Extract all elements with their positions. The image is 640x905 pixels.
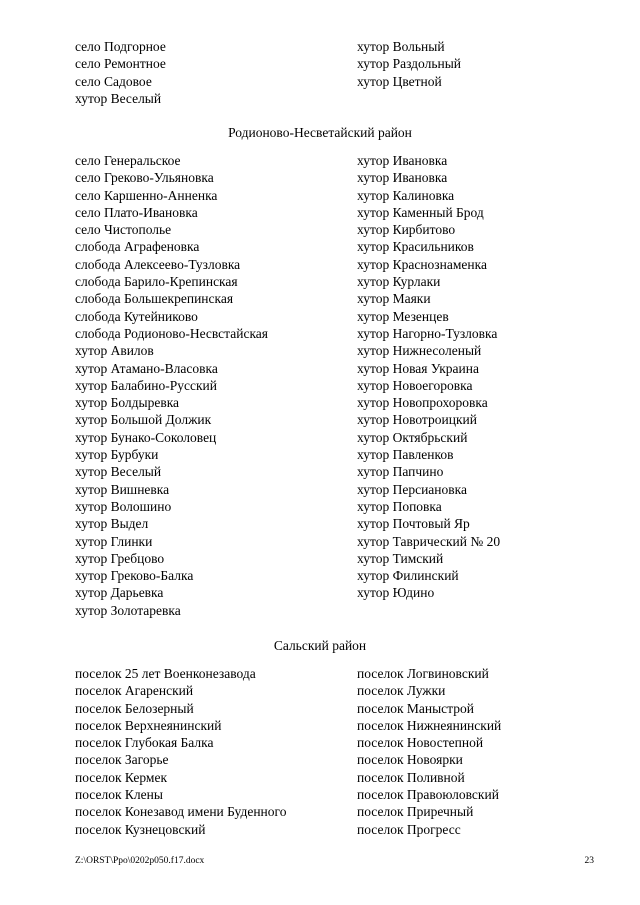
- list-item: село Чистополье: [75, 222, 172, 238]
- list-item: хутор Гребцово: [75, 550, 165, 566]
- list-item: хутор Большой Должик: [75, 412, 212, 428]
- list-item: хутор Новая Украина: [357, 360, 479, 376]
- left-column: [75, 38, 345, 107]
- list-item: хутор Персиановка: [357, 481, 467, 497]
- list-item: поселок Кузнецовский: [75, 821, 206, 837]
- list-item: хутор Филинский: [357, 568, 459, 584]
- list-item: поселок Лужки: [357, 683, 446, 699]
- list-item: поселок Конезавод имени Буденного: [75, 804, 287, 820]
- right-column: [357, 665, 607, 838]
- list-item: село Плато-Ивановка: [75, 204, 198, 220]
- list-item: хутор Почтовый Яр: [357, 516, 470, 532]
- list-item: хутор Ивановка: [357, 153, 448, 168]
- list-item: хутор Вольный: [357, 39, 445, 54]
- list-item: поселок Новостепной: [357, 735, 484, 751]
- list-item: хутор Цветной: [357, 73, 442, 89]
- list-item: село Генеральское: [75, 153, 181, 168]
- list-item: хутор Тимский: [357, 550, 444, 566]
- list-item: хутор Поповка: [357, 498, 442, 514]
- footer-page-number: 23: [584, 856, 594, 866]
- list-item: хутор Болдыревка: [75, 395, 180, 411]
- list-item: поселок Новоярки: [357, 752, 463, 768]
- list-item: хутор Веселый: [75, 464, 162, 480]
- list-item: поселок Логвиновский: [357, 666, 489, 681]
- list-item: хутор Бурбуки: [75, 447, 159, 463]
- list-item: хутор Кирбитово: [357, 222, 456, 238]
- list-item: хутор Папчино: [357, 464, 444, 480]
- list-item: слобода Родионово-Несвстайская: [75, 325, 269, 341]
- list-item: поселок Маныстрой: [357, 700, 474, 716]
- list-item: поселок Верхнеянинский: [75, 717, 222, 733]
- list-item: хутор Красильников: [357, 239, 474, 255]
- list-item: поселок Агаренский: [75, 683, 194, 699]
- list-item: хутор Нагорно-Тузловка: [357, 325, 498, 341]
- right-column: [357, 38, 607, 90]
- list-item: хутор Новопрохоровка: [357, 395, 488, 411]
- list-item: поселок Кермек: [75, 769, 168, 785]
- list-item: поселок Загорье: [75, 752, 169, 768]
- left-column: [75, 152, 345, 619]
- list-item: хутор Балабино-Русский: [75, 377, 217, 393]
- list-item: хутор Каменный Брод: [357, 204, 484, 220]
- list-item: слобода Алексеево-Тузловка: [75, 256, 241, 272]
- list-item: хутор Волошино: [75, 498, 172, 514]
- left-column: [75, 665, 345, 838]
- list-item: село Ремонтное: [75, 56, 166, 72]
- list-item: поселок Глубокая Балка: [75, 735, 214, 751]
- list-item: хутор Греково-Балка: [75, 568, 194, 584]
- list-item: хутор Октябрьский: [357, 429, 468, 445]
- list-item: село Греково-Ульяновка: [75, 170, 214, 186]
- list-item: слобода Барило-Крепинская: [75, 274, 238, 290]
- list-item: село Каршенно-Анненка: [75, 187, 218, 203]
- list-item: хутор Маяки: [357, 291, 431, 307]
- list-item: поселок Приречный: [357, 804, 474, 820]
- footer-file-path: Z:\ORST\Ppo\0202p050.f17.docx: [75, 856, 205, 866]
- list-item: поселок Правоюловский: [357, 787, 499, 803]
- list-item: хутор Глинки: [75, 533, 153, 549]
- list-item: слобода Аграфеновка: [75, 239, 200, 255]
- list-item: поселок Поливной: [357, 769, 465, 785]
- list-item: хутор Золотаревка: [75, 602, 181, 618]
- list-item: хутор Дарьевка: [75, 585, 164, 601]
- list-item: хутор Веселый: [75, 90, 162, 106]
- list-item: хутор Бунако-Соколовец: [75, 429, 217, 445]
- list-item: село Подгорное: [75, 39, 166, 54]
- list-item: хутор Авилов: [75, 343, 154, 359]
- list-item: хутор Курлаки: [357, 274, 441, 290]
- list-item: слобода Кутейниково: [75, 308, 198, 324]
- list-item: слобода Большекрепинская: [75, 291, 234, 307]
- list-item: хутор Калиновка: [357, 187, 455, 203]
- list-item: поселок 25 лет Военконезавода: [75, 666, 256, 681]
- list-item: хутор Вишневка: [75, 481, 170, 497]
- list-item: поселок Прогресс: [357, 821, 461, 837]
- section-heading-salsk: Сальский район: [273, 638, 367, 653]
- list-item: хутор Нижнесоленый: [357, 343, 482, 359]
- list-item: хутор Новоегоровка: [357, 377, 473, 393]
- list-item: хутор Павленков: [357, 447, 454, 463]
- list-item: село Садовое: [75, 73, 152, 89]
- section-heading-rodionovo: Родионово-Несветайский район: [228, 125, 412, 140]
- list-item: хутор Раздольный: [357, 56, 462, 72]
- list-item: хутор Выдел: [75, 516, 149, 532]
- list-item: хутор Юдино: [357, 585, 435, 601]
- list-item: хутор Атамано-Власовка: [75, 360, 218, 376]
- list-item: хутор Ивановка: [357, 170, 448, 186]
- list-item: хутор Мезенцев: [357, 308, 449, 324]
- list-item: поселок Белозерный: [75, 700, 194, 716]
- list-item: поселок Нижнеянинский: [357, 717, 502, 733]
- list-item: хутор Таврический № 20: [357, 533, 501, 549]
- list-item: поселок Клены: [75, 787, 163, 803]
- right-column: [357, 152, 607, 602]
- list-item: хутор Новотроицкий: [357, 412, 477, 428]
- list-item: хутор Краснознаменка: [357, 256, 487, 272]
